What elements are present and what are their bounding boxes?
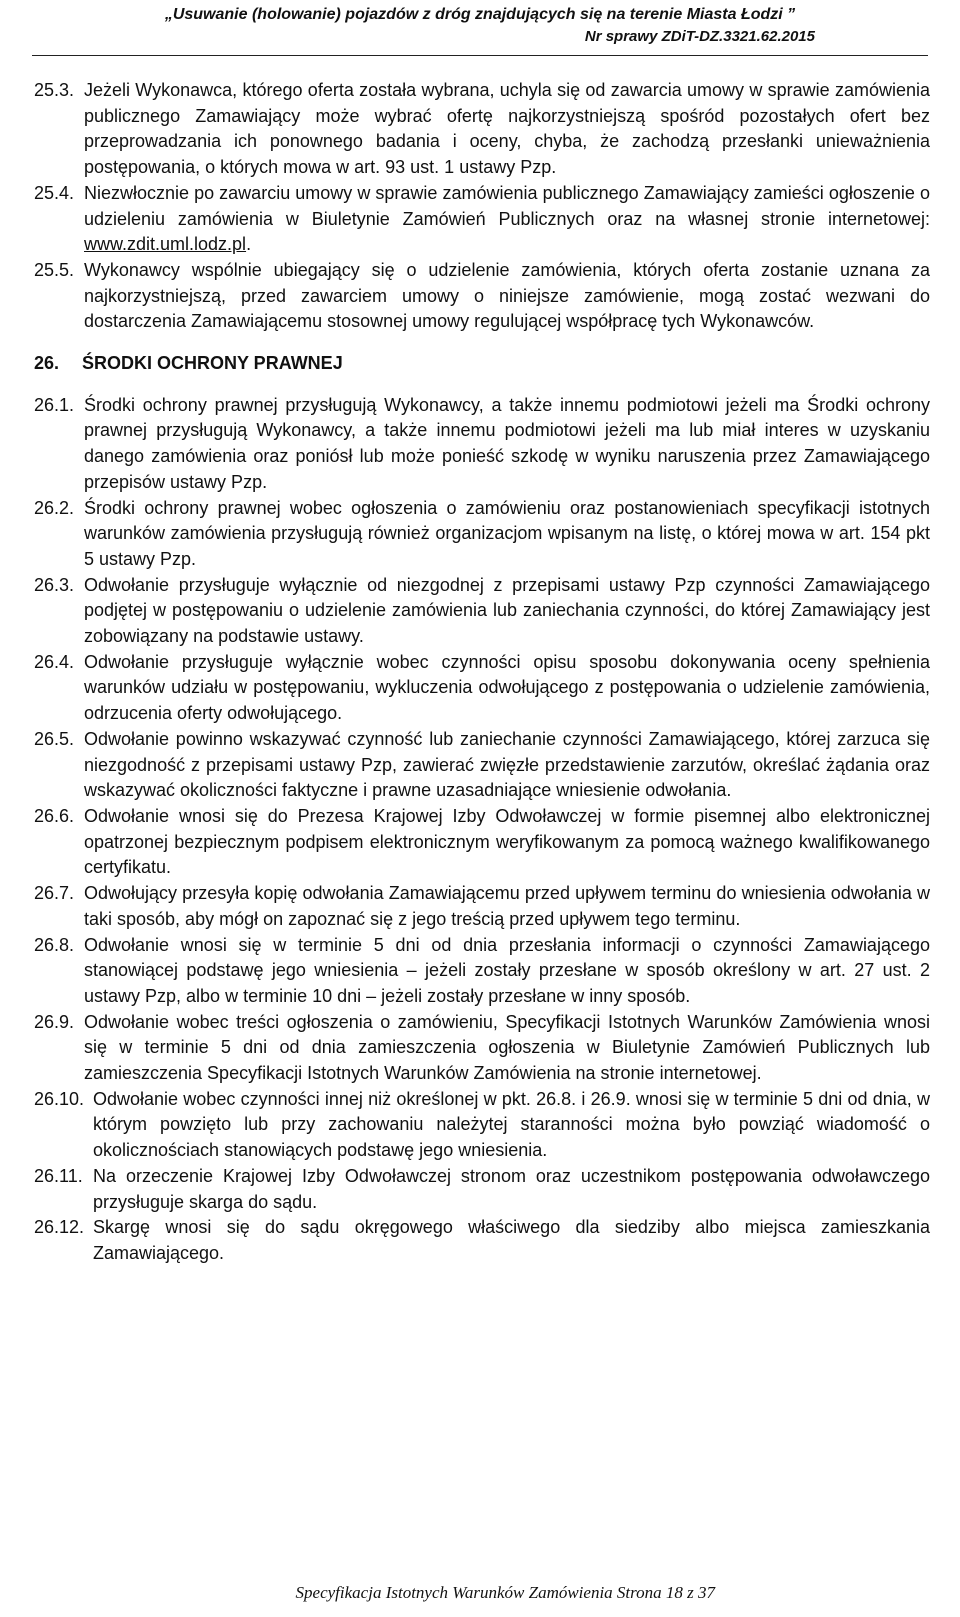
paragraph-text: Odwołujący przesyła kopię odwołania Zamawiającemu przed upływem terminu do wniesienia odwołania w taki sposób, aby mógł on zapoznać się z jego treścią przed upływem tego terminu. [84,883,930,929]
paragraph-text: Środki ochrony prawnej przysługują Wykonawcy, a także innemu podmiotowi jeżeli ma Środki ochrony prawnej przysługują Wykonawcy, a także innemu podmiotowi jeżeli ma lub miał interes w uzyskaniu danego zamówienia oraz poniósł lub może ponieść szkodę w wyniku naruszenia przez Zamawiającego przepisów ustawy Pzp. [84,394,930,492]
paragraph-number: 26.10. [34,1088,85,1109]
section-title: ŚRODKI OCHRONY PRAWNEJ [82,353,343,374]
paragraph-26-11 [34,1164,930,1215]
paragraph-26-9 [34,1010,930,1087]
paragraph-text-part: . [246,234,252,255]
paragraph-number: 26.4. [34,651,75,672]
page-footer: Specyfikacja Istotnych Warunków Zamówienia Strona 18 z 37 [295,1583,715,1602]
paragraph-text: Odwołanie powinno wskazywać czynność lub zaniechanie czynności Zamawiającego, której zarzuca się niezgodność z przepisami ustawy Pzp, zawierać zwięzłe przedstawienie zarzutów, określać żądania oraz wskazywać okoliczności faktyczne i prawne uzasadniające wniesienie odwołania. [84,728,930,801]
paragraph-25-3 [34,78,930,181]
header-divider [32,55,928,56]
paragraph-text: Na orzeczenie Krajowej Izby Odwoławczej stronom oraz uczestnikom postępowania odwoławczego przysługuje skarga do sądu. [93,1165,930,1212]
paragraph-number: 25.4. [34,182,75,203]
page-header [0,4,960,48]
paragraph-number: 26.11. [34,1165,83,1186]
paragraph-text: Odwołanie wnosi się w terminie 5 dni od dnia przesłania informacji o czynności Zamawiającego stanowiącej podstawę jego wniesienia – jeżeli zostały przesłane w sposób określony w art. 27 ust. 2 ustawy Pzp, albo w terminie 10 dni – jeżeli zostały przesłane w inny sposób. [84,934,930,1006]
document-title: „Usuwanie (holowanie) pojazdów z dróg znajdujących się na terenie Miasta Łodzi ” [164,6,796,23]
paragraph-26-12 [34,1215,930,1266]
paragraph-number: 26.5. [34,728,75,749]
paragraph-25-4 [34,181,930,258]
paragraph-text: Odwołanie przysługuje wyłącznie wobec czynności opisu sposobu dokonywania oceny spełnienia warunków udziału w postępowaniu, wykluczenia odwołującego z postępowania o udzielenie zamówienia, odrzucenia oferty odwołującego. [84,651,930,724]
website-link[interactable]: www.zdit.uml.lodz.pl [84,234,247,255]
paragraph-number: 26.7. [34,883,75,904]
paragraph-26-7 [34,881,930,932]
paragraph-26-5 [34,727,930,804]
paragraph-25-5 [34,258,930,335]
paragraph-text-part: Niezwłocznie po zawarciu umowy w sprawie zamówienia publicznego Zamawiający zamieści ogłoszenie o udzieleniu zamówienia w Biuletynie Zamówień Publicznych oraz na własnej stronie internetowej: [84,182,930,229]
paragraph-26-4 [34,650,930,727]
paragraph-text: Odwołanie wobec treści ogłoszenia o zamówieniu, Specyfikacji Istotnych Warunków Zamówienia wnosi się w terminie 5 dni od dnia zamieszczenia ogłoszenia w Biuletynie Zamówień Publicznych lub zamieszczenia Specyfikacji Istotnych Warunków Zamówienia na stronie internetowej. [84,1011,930,1084]
section-number: 26. [34,353,60,374]
paragraph-number: 26.2. [34,497,75,518]
case-number: Nr sprawy ZDiT-DZ.3321.62.2015 [584,28,815,45]
paragraph-number: 26.8. [34,934,75,955]
paragraph-text: Odwołanie wobec czynności innej niż określonej w pkt. 26.8. i 26.9. wnosi się w terminie 5 dni od dnia, w którym powzięto lub przy zachowaniu należytej staranności można było powziąć wiadomość o okolicznościach stanowiących podstawę jego wniesienia. [93,1088,930,1161]
paragraph-text [80,181,930,258]
paragraph-text: Odwołanie przysługuje wyłącznie od niezgodnej z przepisami ustawy Pzp czynności Zamawiającego podjętej w postępowaniu o udzielenie zamówienia lub zaniechania czynności, do której Zamawiający jest zobowiązany na podstawie ustawy. [84,574,930,647]
paragraph-number: 25.5. [34,259,75,280]
paragraph-text: Skargę wnosi się do sądu okręgowego właściwego dla siedziby albo miejsca zamieszkania Zamawiającego. [93,1217,930,1263]
paragraph-number: 26.3. [34,574,75,595]
paragraph-26-2 [34,496,930,573]
paragraph-number: 26.12. [34,1217,85,1238]
document-body [34,78,930,1267]
section-heading [34,351,930,377]
paragraph-number: 25.3. [34,80,75,100]
paragraph-text: Jeżeli Wykonawca, którego oferta została wybrana, uchyla się od zawarcia umowy w sprawie zamówienia publicznego Zamawiający może wybrać ofertę najkorzystniejszą spośród pozostałych ofert bez przeprowadzania ich ponownego badania i oceny, chyba, że zachodzą przesłanki unieważnienia postępowania, o których mowa w art. 93 ust. 1 ustawy Pzp. [84,80,930,178]
paragraph-26-3 [34,573,930,650]
paragraph-number: 26.6. [34,805,75,826]
paragraph-number: 26.1. [34,394,75,415]
paragraph-26-8 [34,933,930,1010]
paragraph-text: Środki ochrony prawnej wobec ogłoszenia o zamówieniu oraz postanowieniach specyfikacji istotnych warunków zamówienia przysługują również organizacjom wpisanym na listę, o której mowa w art. 154 pkt 5 ustawy Pzp. [84,497,930,569]
paragraph-number: 26.9. [34,1011,75,1032]
paragraph-26-10 [34,1087,930,1164]
paragraph-26-6 [34,804,930,881]
paragraph-text: Wykonawcy wspólnie ubiegający się o udzielenie zamówienia, których oferta zostanie uznana za najkorzystniejszą, przed zawarciem umowy o niniejsze zamówienie, mogą zostać wezwani do dostarczenia Zamawiającemu stosownej umowy regulującej współpracę tych Wykonawców. [84,259,930,332]
paragraph-26-1 [34,393,930,496]
paragraph-text: Odwołanie wnosi się do Prezesa Krajowej Izby Odwoławczej w formie pisemnej albo elektronicznej opatrzonej bezpiecznym podpisem elektronicznym weryfikowanym za pomocą ważnego kwalifikowanego certyfikatu. [84,805,930,878]
